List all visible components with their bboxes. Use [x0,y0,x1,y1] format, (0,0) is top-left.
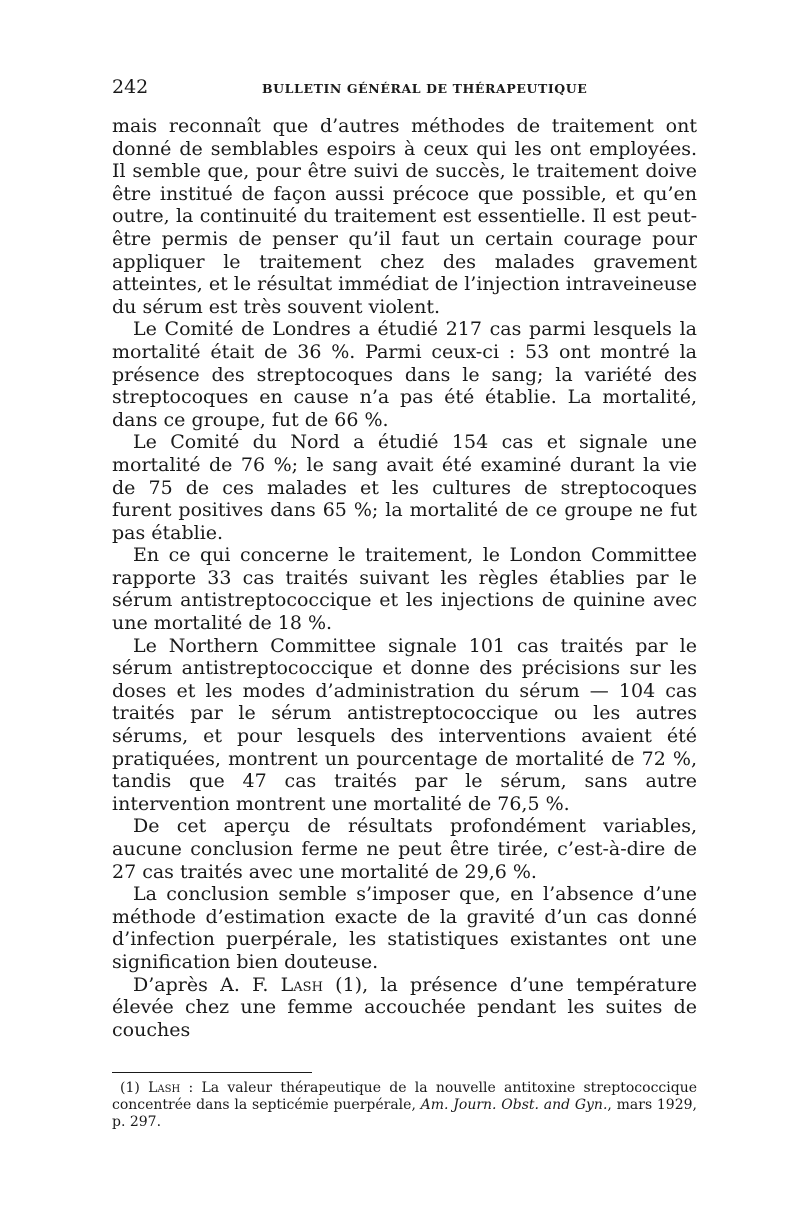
page-number: 242 [112,76,149,98]
footnote [112,1080,697,1131]
footnote-text-1: : La valeur thérapeutique de la nouvelle antitoxine streptococcique concentrée dans la septicémie puerpérale, [112,1080,697,1113]
paragraph-8-lead: D’après A. F. [133,973,281,996]
footnote-rule [112,1072,312,1073]
body-text [112,115,697,1041]
paragraph-7: La conclusion semble s’imposer que, en l’absence d’une méthode d’estimation exacte de la gravité d’un cas donné d’infection puerpérale, les statistiques existantes ont une signification bien douteuse. [112,883,697,973]
paragraph-5: Le Northern Committee signale 101 cas traités par le sérum antistreptococcique et donne des précisions sur les doses et les modes d’administration du sérum — 104 cas traités par le sérum antistreptococcique ou les autres sérums, et pour lesquels des interventions avaient été pratiquées, montrent un pourcentage de mortalité de 72 %, tandis que 47 cas traités par le sérum, sans autre intervention montrent une mortalité de 76,5 %. [112,634,697,815]
author-name: Lash [280,973,323,996]
paragraph-6: De cet aperçu de résultats profondément variables, aucune conclusion ferme ne peut être tirée, c’est-à-dire de 27 cas traités avec une mortalité de 29,6 %. [112,815,697,883]
paragraph-8-rest: (1), la présence d’une température élevée chez une femme accouchée pendant les suites de couches [112,973,698,1041]
paragraph-4: En ce qui concerne le traitement, le London Committee rapporte 33 cas traités suivant les règles établies par le sérum antistreptococcique et les injections de quinine avec une mortalité de 18 %. [112,544,697,635]
footnote-author: Lash [148,1080,181,1096]
paragraph-3: Le Comité du Nord a étudié 154 cas et signale une mortalité de 76 %; le sang avait été examiné durant la vie de 75 de ces malades et les cultures de streptocoques furent positives dans 65 %; la mortalité de ce groupe ne fut pas établie. [112,431,697,544]
footnote-marker: (1) [120,1080,149,1096]
running-head: BULLETIN GÉNÉRAL DE THÉRAPEUTIQUE [262,81,588,96]
footnote-journal: Am. Journ. Obst. and Gyn. [420,1097,608,1113]
paragraph-8 [112,974,697,1042]
paragraph-1: mais reconnaît que d’autres méthodes de traitement ont donné de semblables espoirs à ceux qui les ont employées. Il semble que, pour être suivi de succès, le traitement doive être institué de façon aussi précoce que possible, et qu’en outre, la continuité du traitement est essentielle. Il est peut-être permis de penser qu’il faut un certain courage pour appliquer le traitement chez des malades gravement atteintes, et le résultat immédiat de l’injection intraveineuse du sérum est très souvent violent. [112,115,697,318]
paragraph-2: Le Comité de Londres a étudié 217 cas parmi lesquels la mortalité était de 36 %. Parmi ceux-ci : 53 ont montré la présence des streptocoques dans le sang; la variété des streptocoques en cause n’a pas été établie. La mortalité, dans ce groupe, fut de 66 %. [112,318,697,431]
footnote-text-2: , mars 1929, p. 297. [112,1097,697,1130]
